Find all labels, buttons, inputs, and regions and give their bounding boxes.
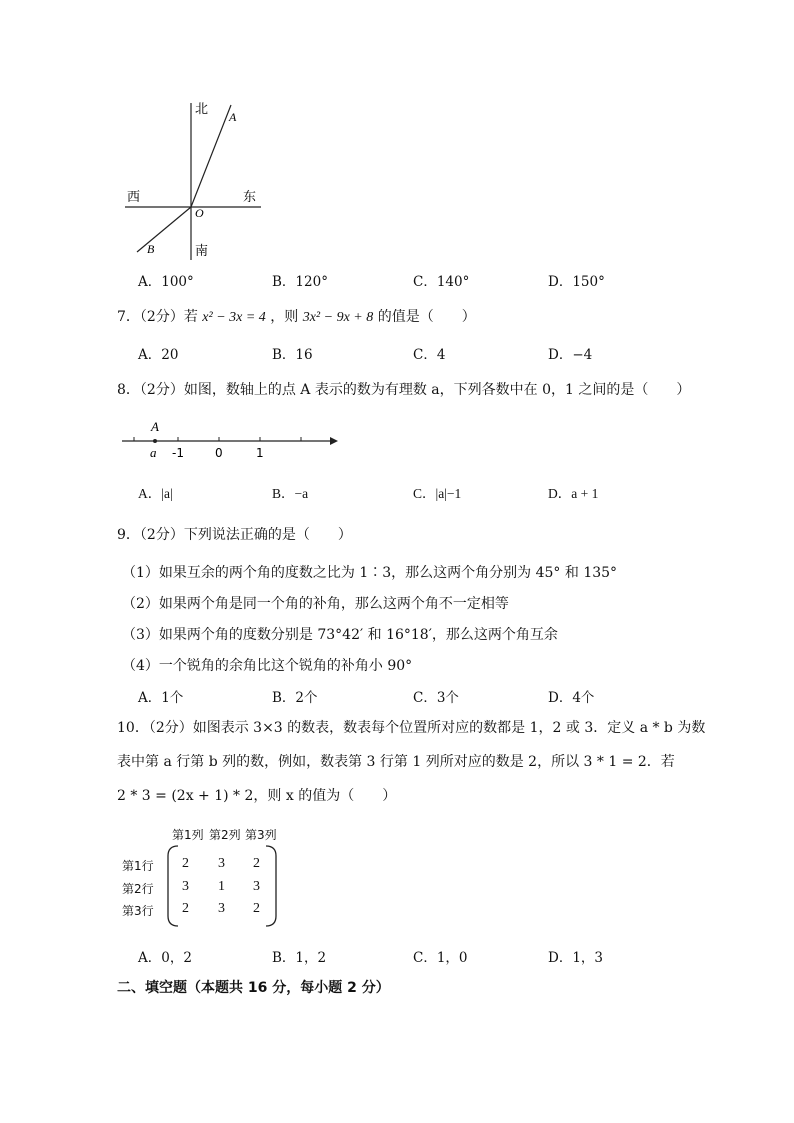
number-line [118,415,338,463]
q9-item-4: （4）一个锐角的余角比这个锐角的补角小 90° [122,658,413,674]
q6-option-b[interactable]: B．120° [272,274,328,290]
q9-option-a[interactable]: A．1个 [138,690,184,706]
matrix-cell-r1c2: 3 [218,856,225,871]
row-header-2: 第2行 [122,882,154,896]
point-b-label: B [147,242,155,256]
south-label: 南 [195,244,209,259]
tick-label-0: 0 [215,446,223,460]
row-header-1: 第1行 [122,859,154,873]
q9-item-3: （3）如果两个角的度数分别是 73°42′ 和 16°18′，那么这两个角互余 [122,627,558,643]
q7-option-c[interactable]: C．4 [413,347,446,363]
q10-option-c[interactable]: C．1，0 [413,950,468,966]
q7-expr2: 3x² − 9x + 8 [302,310,374,325]
col-header-3: 第3列 [245,828,277,842]
q7-stem [117,306,476,326]
q8-option-d[interactable]: D．a + 1 [548,486,599,501]
ray-ob [137,207,191,252]
point-a-label: A [151,419,159,434]
point-a-value-label: a [150,445,157,460]
q10-option-a[interactable]: A．0，2 [138,950,192,966]
tick-label-1: 1 [256,446,264,460]
matrix-cell-r1c1: 2 [182,856,189,871]
q7-expr1: x² − 3x = 4 [202,310,266,325]
west-label: 西 [127,190,141,205]
q8-option-c[interactable]: C．|a|−1 [413,486,462,501]
q7-number: 7．（2分）若 [117,309,198,325]
q10-line-2: 表中第 a 行第 b 列的数，例如，数表第 3 行第 1 列所对应的数是 2，所以 3 * 1 = 2．若 [117,754,675,770]
q7-option-d[interactable]: D．−4 [548,347,593,363]
q8-option-b[interactable]: B．−a [272,486,309,501]
matrix-cell-r3c2: 3 [218,901,225,916]
q10-option-b[interactable]: B．1，2 [272,950,327,966]
q6-option-d[interactable]: D．150° [548,274,605,290]
q9-item-1: （1）如果互余的两个角的度数之比为 1∶3，那么这两个角分别为 45° 和 135° [122,565,618,581]
section-2-title: 二、填空题（本题共 16 分，每小题 2 分） [117,980,390,996]
q7-tail: 的值是（ ） [377,309,476,325]
matrix-cell-r1c3: 2 [253,856,260,871]
compass-figure [115,95,275,265]
q9-item-2: （2）如果两个角是同一个角的补角，那么这两个角不一定相等 [122,596,509,612]
q7-mid: ，则 [270,309,299,325]
row-header-3: 第3行 [122,904,154,918]
east-label: 东 [243,190,257,205]
q7-option-b[interactable]: B．16 [272,347,313,363]
q9-option-d[interactable]: D．4个 [548,690,595,706]
q9-option-b[interactable]: B．2个 [272,690,318,706]
left-bracket [168,846,178,926]
ray-oa [191,105,231,207]
origin-label: O [195,206,204,220]
q10-line-1: 10．（2分）如图表示 3×3 的数表，数表每个位置所对应的数都是 1，2 或 3．定义 a * b 为数 [117,720,706,736]
q10-line-3: 2 * 3 = (2x + 1) * 2，则 x 的值为（ ） [117,788,397,804]
q8-option-a[interactable]: A．|a| [138,486,173,501]
matrix-cell-r3c3: 2 [253,901,260,916]
number-line-arrow [330,437,338,445]
point-a-dot [153,439,157,443]
q9-stem: 9．（2分）下列说法正确的是（ ） [117,527,352,543]
matrix-cell-r2c2: 1 [218,879,225,894]
matrix-cell-r2c1: 3 [182,879,189,894]
q10-option-d[interactable]: D．1，3 [548,950,604,966]
col-header-1: 第1列 [172,828,204,842]
q6-option-a[interactable]: A．100° [138,274,194,290]
tick-label-neg1: -1 [172,446,184,460]
col-header-2: 第2列 [209,828,241,842]
q9-option-c[interactable]: C．3个 [413,690,459,706]
matrix-cell-r3c1: 2 [182,901,189,916]
point-a-label: A [229,110,237,124]
matrix-cell-r2c3: 3 [253,879,260,894]
q8-stem: 8．（2分）如图，数轴上的点 A 表示的数为有理数 a，下列各数中在 0，1 之间的是（ ） [117,382,691,398]
q6-option-c[interactable]: C．140° [413,274,470,290]
north-label: 北 [195,102,209,117]
right-bracket [266,846,276,926]
q7-option-a[interactable]: A．20 [138,347,179,363]
